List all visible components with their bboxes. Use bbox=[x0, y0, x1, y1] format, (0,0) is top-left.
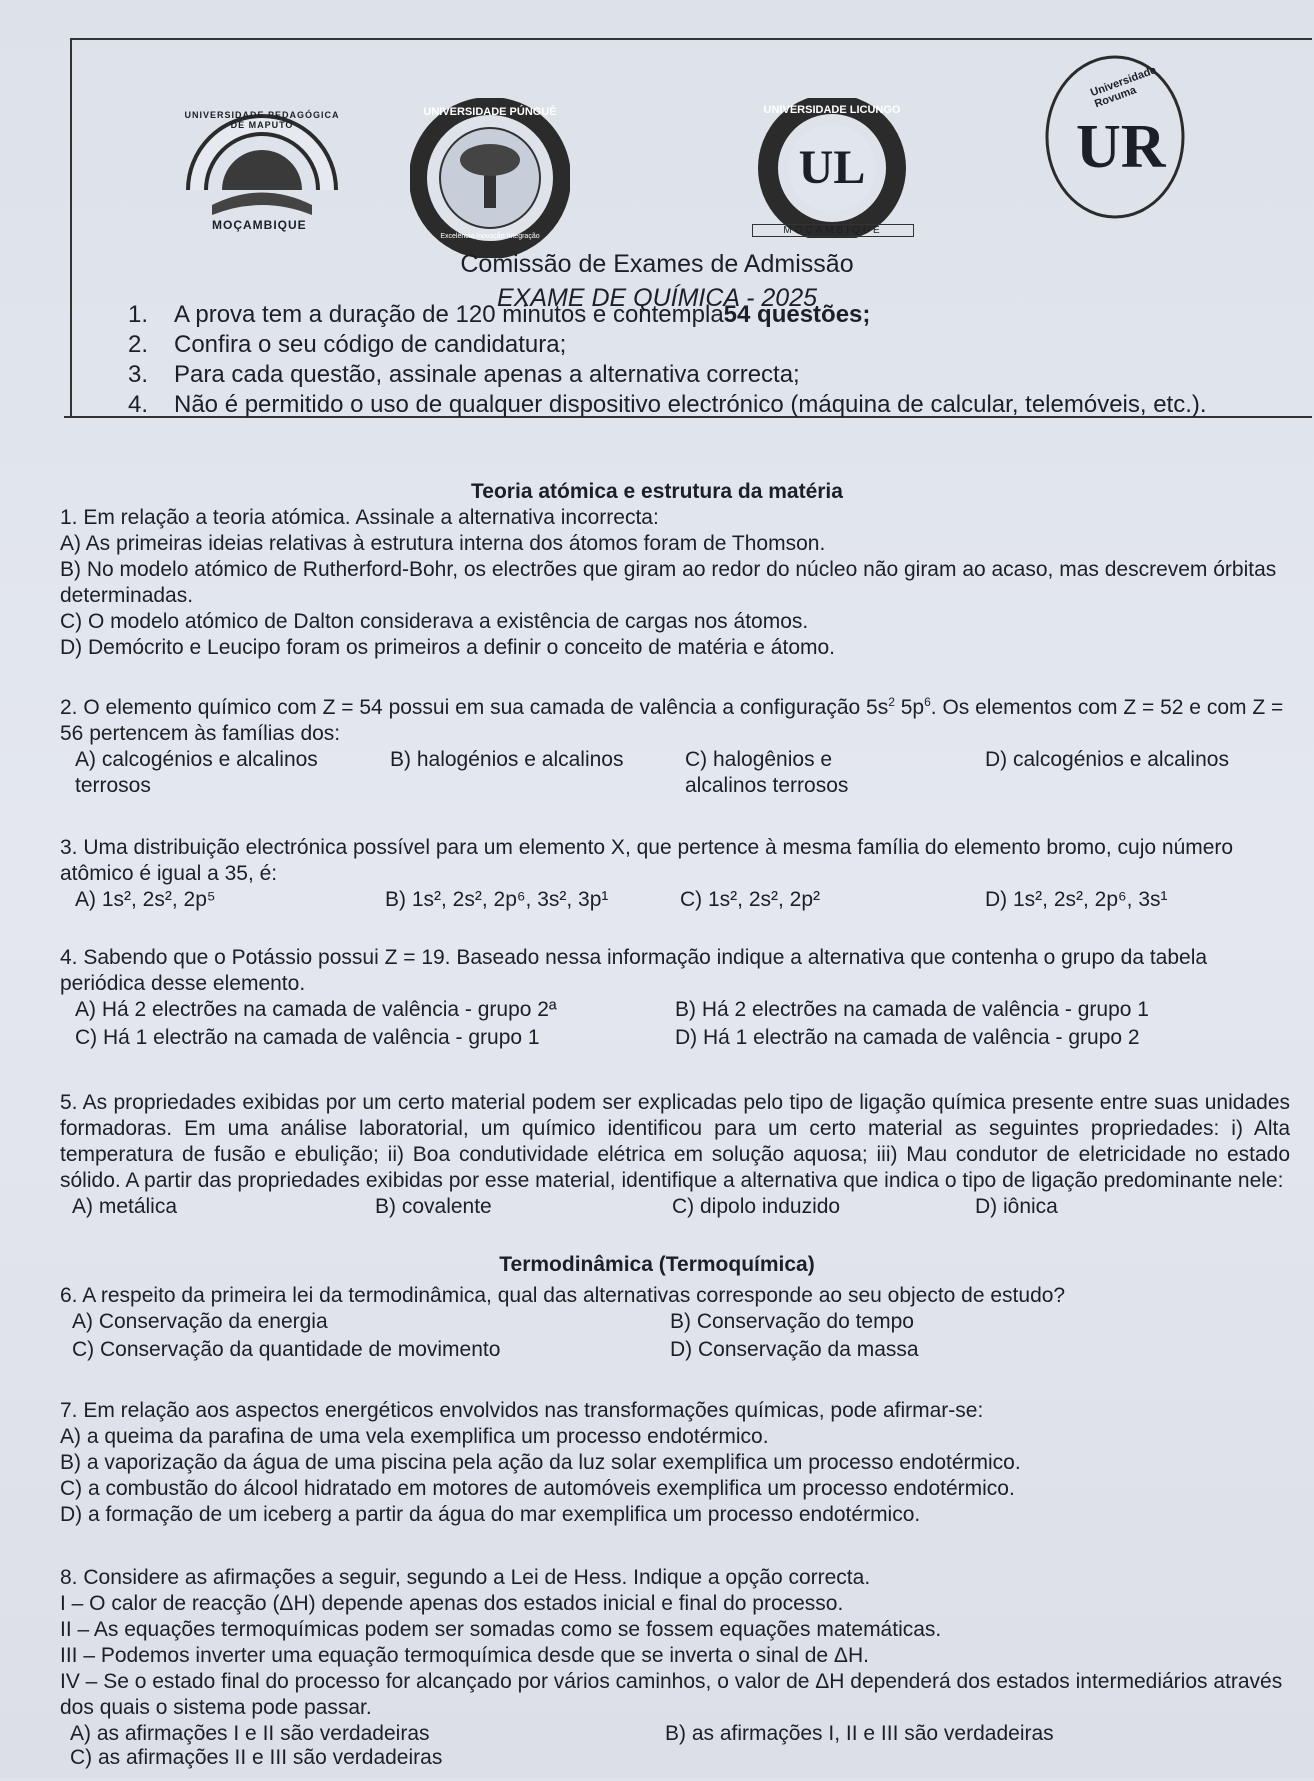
option-d[interactable]: D) calcogénios e alcalinos bbox=[985, 748, 1229, 771]
rules-list bbox=[128, 300, 1207, 420]
options-row bbox=[60, 1337, 1290, 1365]
option-d[interactable]: D) iônica bbox=[975, 1195, 1058, 1218]
question-stem: 7. Em relação aos aspectos energéticos envolvidos nas transformações químicas, pode afirmar-se: bbox=[60, 1399, 984, 1422]
option-d[interactable]: D) Conservação da massa bbox=[670, 1338, 919, 1361]
question-6 bbox=[60, 1283, 1290, 1365]
rule-item bbox=[128, 300, 1207, 330]
option-a[interactable]: A) 1s², 2s², 2p⁵ bbox=[75, 888, 216, 911]
stem-part: 5p bbox=[894, 696, 925, 719]
option-a[interactable]: A) Conservação da energia bbox=[72, 1310, 328, 1333]
stem-part: . Os elementos com Z = 52 e com Z = 56 pertencem às famílias dos: bbox=[60, 696, 1284, 745]
rule-text: A prova tem a duração de 120 minutos e contempla bbox=[174, 301, 724, 328]
option-d[interactable]: D) Há 1 electrão na camada de valência - grupo 2 bbox=[675, 1026, 1140, 1049]
question-5 bbox=[60, 1090, 1290, 1224]
option-a[interactable]: A) As primeiras ideias relativas à estrutura interna dos átomos foram de Thomson. bbox=[60, 532, 826, 555]
question-stem: 1. Em relação a teoria atómica. Assinale a alternativa incorrecta: bbox=[60, 506, 659, 529]
options-row bbox=[60, 997, 1290, 1025]
option-a[interactable]: A) metálica bbox=[72, 1195, 178, 1218]
statement-ii: II – As equações termoquímicas podem ser somadas como se fossem equações matemáticas. bbox=[60, 1618, 942, 1641]
options-row bbox=[60, 1746, 1290, 1781]
logo-unilicungo-initials: UL bbox=[798, 141, 866, 194]
section-title-atomic: Teoria atómica e estrutura da matéria bbox=[471, 480, 843, 503]
logo-unilicungo-text: UNIVERSIDADE LICUNGO bbox=[763, 104, 901, 116]
section-title-thermo: Termodinâmica (Termoquímica) bbox=[499, 1253, 815, 1276]
rule-bold: 54 questões; bbox=[723, 301, 871, 328]
option-a[interactable]: A) calcogénios e alcalinos terrosos bbox=[75, 748, 318, 797]
superscript: 6 bbox=[924, 695, 931, 709]
logo-unilicungo bbox=[752, 98, 912, 238]
rule-text: Para cada questão, assinale apenas a alternativa correcta; bbox=[174, 361, 800, 388]
option-d[interactable]: D) 1s², 2s², 2p⁶, 3s¹ bbox=[985, 888, 1168, 911]
option-c[interactable]: C) as afirmações II e III são verdadeiras bbox=[70, 1746, 443, 1769]
options-row bbox=[60, 887, 1290, 917]
rule-number: 4. bbox=[128, 391, 149, 418]
logo-unipungue-text: UNIVERSIDADE PÚNGUÈ bbox=[423, 106, 557, 118]
commission-title: Comissão de Exames de Admissão bbox=[460, 250, 854, 278]
question-2 bbox=[60, 695, 1290, 803]
option-a[interactable]: A) Há 2 electrões na camada de valência - grupo 2ª bbox=[75, 998, 557, 1021]
question-stem: 8. Considere as afirmações a seguir, segundo a Lei de Hess. Indique a opção correcta. bbox=[60, 1566, 871, 1589]
option-b[interactable]: B) covalente bbox=[375, 1195, 492, 1218]
logo-unirovuma-text: Universidade Rovuma bbox=[1088, 64, 1158, 111]
question-stem: 4. Sabendo que o Potássio possui Z = 19. Baseado nessa informação indique a alternativa que contenha o grupo da tabela periódica desse elemento. bbox=[60, 946, 1208, 995]
rule-number: 1. bbox=[128, 301, 149, 328]
rule-item bbox=[128, 390, 1207, 420]
option-b[interactable]: B) as afirmações I, II e III são verdadeiras bbox=[665, 1722, 1054, 1745]
option-b[interactable]: B) 1s², 2s², 2p⁶, 3s², 3p¹ bbox=[385, 888, 609, 911]
statement-iv: IV – Se o estado final do processo for alcançado por vários caminhos, o valor de ΔH dependerá dos estados intermediários através dos quais o sistema pode passar. bbox=[60, 1670, 1283, 1719]
superscript: 2 bbox=[888, 695, 895, 709]
logo-up-sub: MOÇAMBIQUE bbox=[212, 218, 307, 232]
options-grid bbox=[60, 997, 1290, 1053]
question-4 bbox=[60, 945, 1290, 1053]
options-grid bbox=[60, 1309, 1290, 1365]
option-c[interactable]: C) Há 1 electrão na camada de valência - grupo 1 bbox=[75, 1026, 540, 1049]
option-c[interactable]: C) 1s², 2s², 2p² bbox=[680, 888, 821, 911]
question-stem bbox=[60, 695, 1290, 747]
question-stem: 5. As propriedades exibidas por um certo material podem ser explicadas pelo tipo de ligação química presente entre suas unidades formadoras. Em uma análise laboratorial, um químico identificou para um certo material as seguintes propriedades: i) Alta temperatura de fusão e ebulição; ii) Boa condutividade elétrica em solução aquosa; iii) Mau condutor de eletricidade no estado sólido. A partir das propriedades exibidas por esse material, identifique a alternativa que indica o tipo de ligação predominante nele: bbox=[60, 1091, 1290, 1192]
options-row bbox=[60, 1194, 1290, 1224]
statement-iii: III – Podemos inverter uma equação termoquímica desde que se inverta o sinal de ΔH. bbox=[60, 1644, 869, 1667]
question-stem: 3. Uma distribuição electrónica possível para um elemento X, que pertence à mesma família do elemento bromo, cujo número atômico é igual a 35, é: bbox=[60, 836, 1234, 885]
options-row bbox=[60, 747, 1290, 803]
option-b[interactable]: B) halogénios e alcalinos bbox=[390, 748, 624, 771]
question-1 bbox=[60, 505, 1290, 661]
logo-unipungue bbox=[410, 98, 570, 258]
question-7 bbox=[60, 1398, 1290, 1528]
logo-unipungue-sub: Excelência Inovação Integração bbox=[440, 233, 540, 240]
option-c[interactable]: C) O modelo atómico de Dalton considerava a existência de cargas nos átomos. bbox=[60, 610, 809, 633]
option-c[interactable]: C) halogênios e alcalinos terrosos bbox=[685, 748, 849, 797]
option-b[interactable]: B) Há 2 electrões na camada de valência - grupo 1 bbox=[675, 998, 1149, 1021]
logo-unirovuma bbox=[1040, 52, 1190, 222]
rule-item bbox=[128, 330, 1207, 360]
option-b[interactable]: B) a vaporização da água de uma piscina pela ação da luz solar exemplifica um processo endotérmico. bbox=[60, 1451, 1021, 1474]
option-b[interactable]: B) Conservação do tempo bbox=[670, 1310, 914, 1333]
exam-title: EXAME DE QUÍMICA - 2025 bbox=[497, 284, 817, 312]
statement-i: I – O calor de reacção (ΔH) depende apenas dos estados inicial e final do processo. bbox=[60, 1592, 844, 1615]
logo-up-maputo bbox=[182, 110, 342, 240]
rule-text: Confira o seu código de candidatura; bbox=[174, 331, 567, 358]
rule-item bbox=[128, 360, 1207, 390]
option-d[interactable]: D) Demócrito e Leucipo foram os primeiros a definir o conceito de matéria e átomo. bbox=[60, 636, 836, 659]
logo-up-text: UNIVERSIDADE PEDAGÓGICA DE MAPUTO bbox=[184, 110, 340, 130]
option-a[interactable]: A) a queima da parafina de uma vela exemplifica um processo endotérmico. bbox=[60, 1425, 769, 1448]
question-stem: 6. A respeito da primeira lei da termodinâmica, qual das alternativas corresponde ao seu objecto de estudo? bbox=[60, 1284, 1066, 1307]
logo-unirovuma-initials: UR bbox=[1076, 113, 1166, 181]
options-row bbox=[60, 1025, 1290, 1053]
rule-number: 3. bbox=[128, 361, 149, 388]
stem-part: 2. O elemento químico com Z = 54 possui em sua camada de valência a configuração 5s bbox=[60, 696, 889, 719]
option-d[interactable]: D) a formação de um iceberg a partir da água do mar exemplifica um processo endotérmico. bbox=[60, 1503, 921, 1526]
option-c[interactable]: C) a combustão do álcool hidratado em motores de automóveis exemplifica um processo endotérmico. bbox=[60, 1477, 1015, 1500]
rule-number: 2. bbox=[128, 331, 149, 358]
options-row bbox=[60, 1309, 1290, 1337]
rule-text: Não é permitido o uso de qualquer dispositivo electrónico (máquina de calcular, telemóveis, etc.). bbox=[174, 391, 1207, 418]
option-c[interactable]: C) Conservação da quantidade de movimento bbox=[72, 1338, 501, 1361]
option-c[interactable]: C) dipolo induzido bbox=[672, 1195, 841, 1218]
question-3 bbox=[60, 835, 1290, 917]
question-8 bbox=[60, 1565, 1290, 1781]
logo-unilicungo-sub: MOÇAMBIQUE bbox=[752, 224, 914, 237]
option-a[interactable]: A) as afirmações I e II são verdadeiras bbox=[70, 1722, 430, 1745]
option-b[interactable]: B) No modelo atómico de Rutherford-Bohr, os electrões que giram ao redor do núcleo não giram ao acaso, mas descrevem órbitas determinadas. bbox=[60, 558, 1277, 607]
